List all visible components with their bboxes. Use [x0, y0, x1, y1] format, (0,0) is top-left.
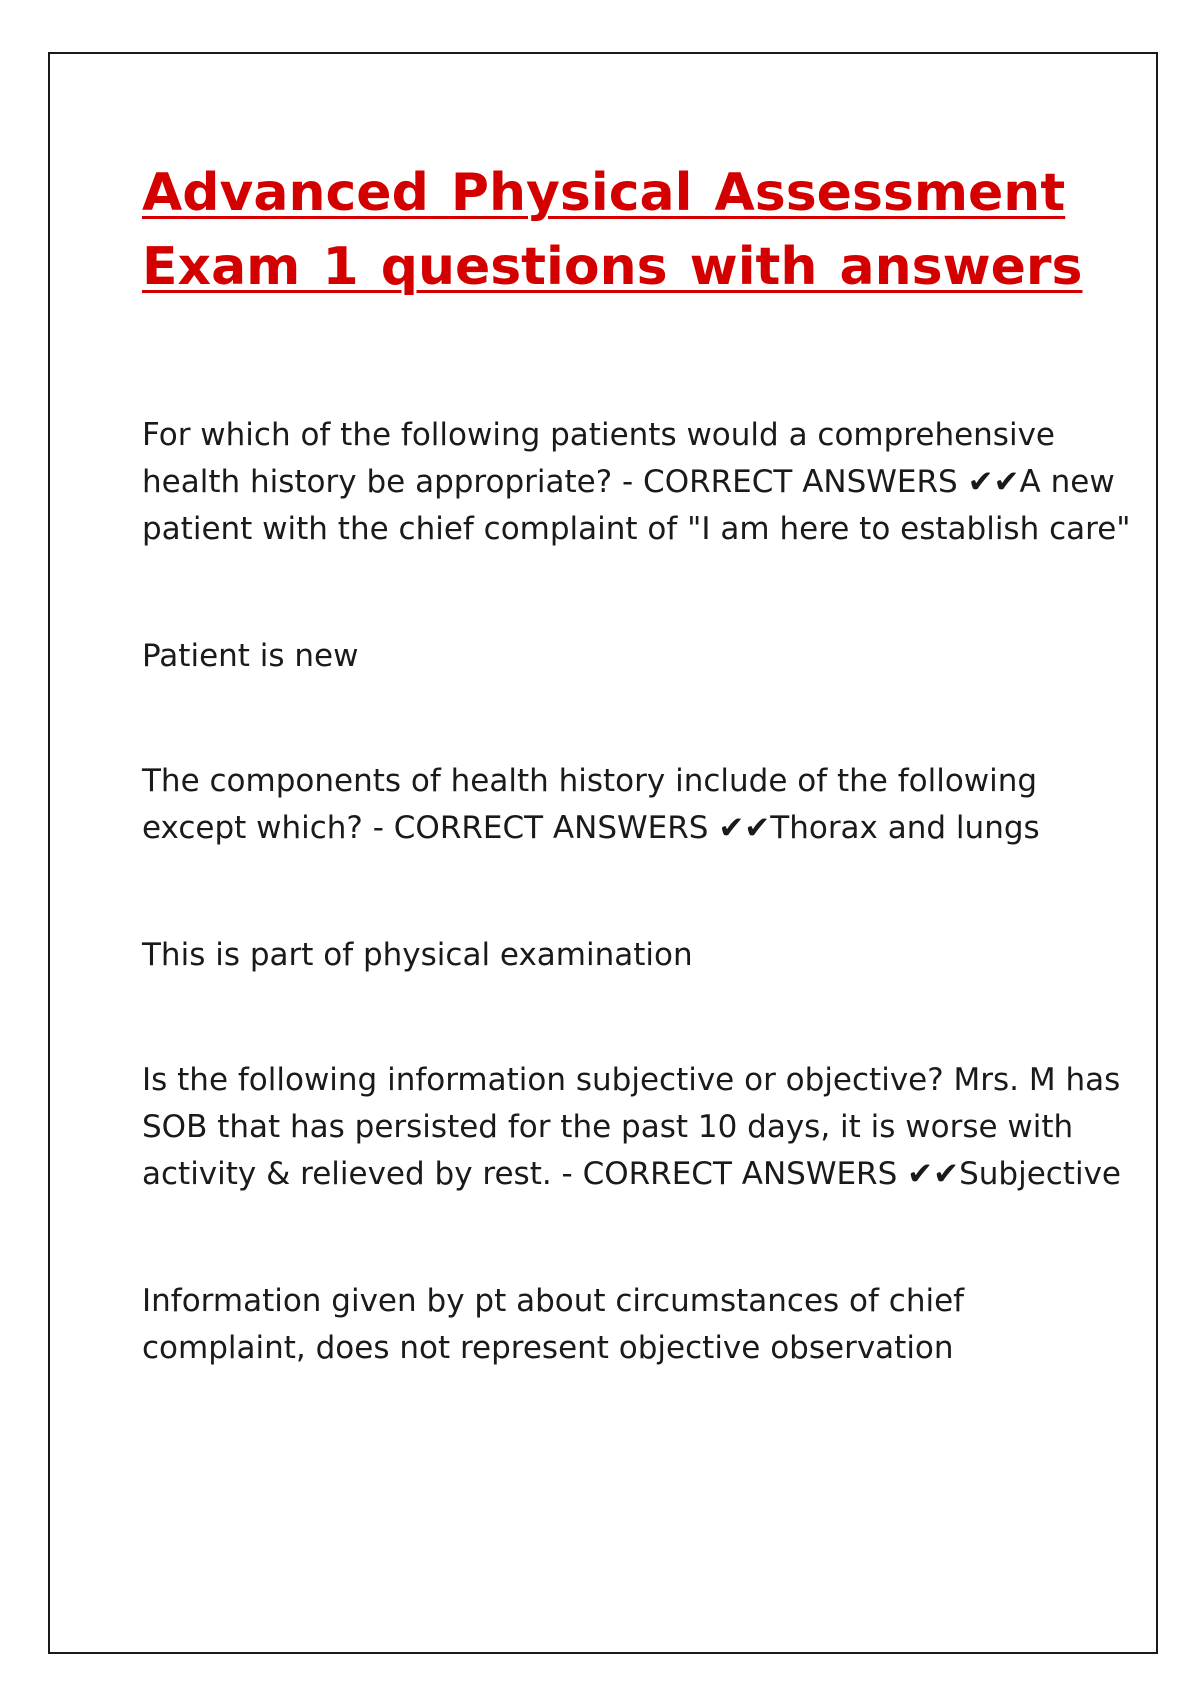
rationale-2: This is part of physical examination	[142, 937, 693, 973]
document-page	[48, 52, 1158, 1654]
document-title: Advanced Physical Assessment Exam 1 questions with answers	[142, 163, 1083, 297]
question-3: Is the following information subjective or objective? Mrs. M has SOB that has persisted for the past 10 days, it is worse with activity & relieved by rest. - CORRECT ANSWERS ✔✔Subjective	[142, 1062, 1121, 1192]
document-body	[142, 412, 1132, 1372]
rationale-1: Patient is new	[142, 638, 359, 674]
question-1: For which of the following patients would a comprehensive health history be appropriate? - CORRECT ANSWERS ✔✔A new patient with the chief complaint of "I am here to establish care"	[142, 417, 1131, 547]
rationale-3: Information given by pt about circumstances of chief complaint, does not represent objective observation	[142, 1283, 965, 1366]
question-2: The components of health history include of the following except which? - CORRECT ANSWERS ✔✔Thorax and lungs	[142, 763, 1040, 846]
